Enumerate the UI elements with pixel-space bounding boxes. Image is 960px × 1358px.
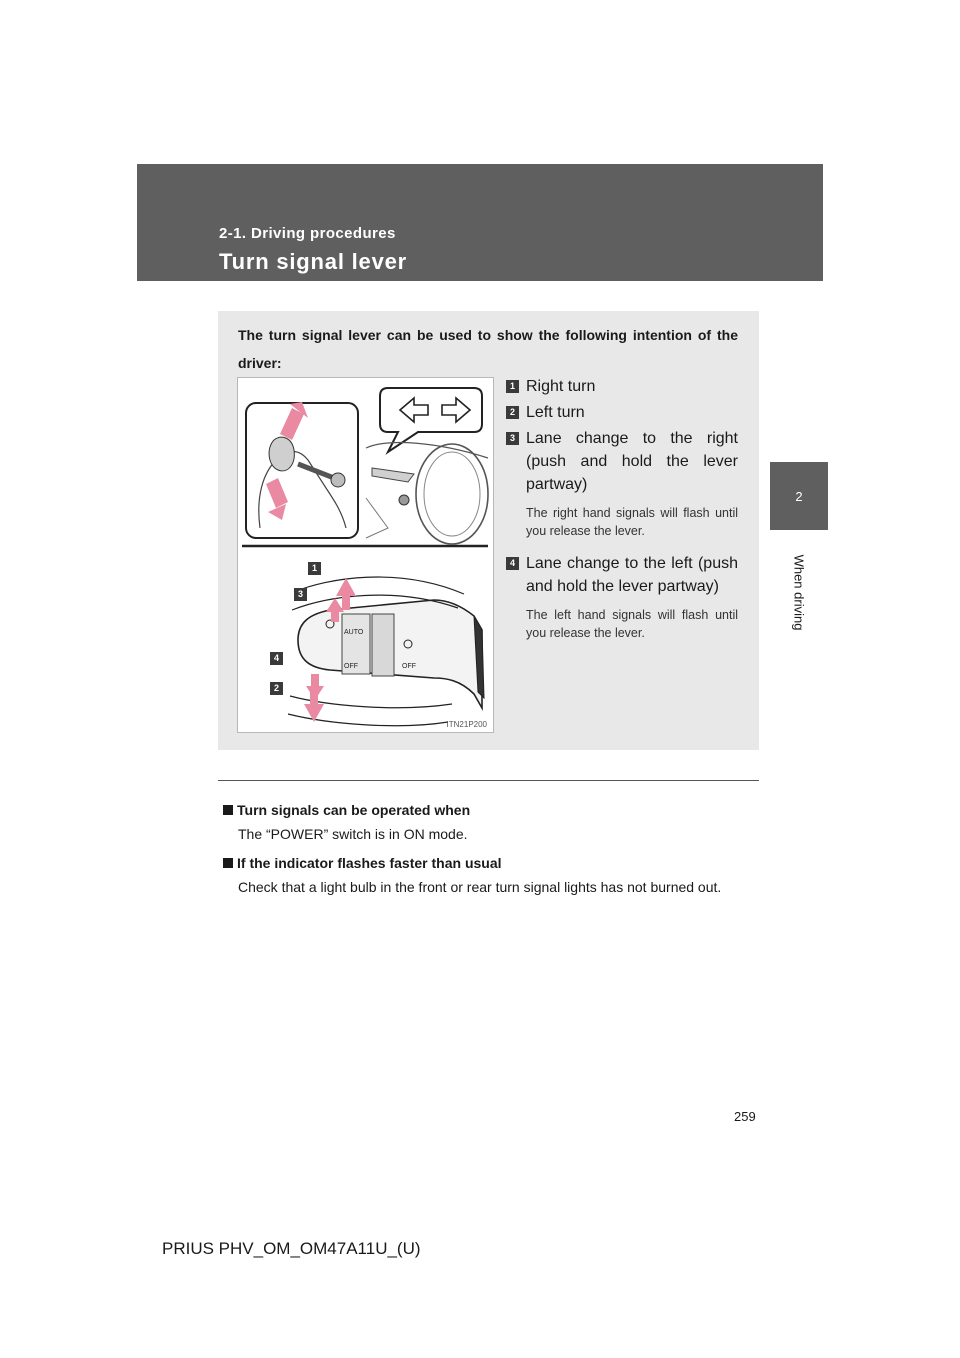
info-box: [218, 311, 759, 750]
callout-2: 2: [270, 682, 283, 695]
lever-base: [331, 473, 345, 487]
section-divider: [218, 780, 759, 781]
fog-off-label: OFF: [402, 663, 416, 670]
steering-wheel: [416, 444, 488, 544]
page-number: 259: [734, 1109, 756, 1124]
note-heading-text: If the indicator flashes faster than usual: [237, 855, 502, 871]
step-badge: 3: [506, 432, 519, 445]
callout-3: 3: [294, 588, 307, 601]
document-code: PRIUS PHV_OM_OM47A11U_(U): [162, 1239, 421, 1258]
callout-4: 4: [270, 652, 283, 665]
step-text: Lane change to the right (push and hold the lever partway): [526, 430, 738, 493]
step-item-1: [506, 375, 738, 398]
inset-frame: [246, 403, 358, 538]
dash-stalk: [372, 468, 414, 482]
chapter-label: When driving: [791, 554, 807, 630]
auto-switch-label: AUTO: [344, 629, 364, 636]
step-badge: 2: [506, 406, 519, 419]
step-note: The left hand signals will flash until you release the lever.: [526, 608, 738, 640]
step-note: The right hand signals will flash until you release the lever.: [526, 506, 738, 538]
section-label: 2-1. Driving procedures: [219, 225, 396, 242]
note-heading-text: Turn signals can be operated when: [237, 802, 471, 818]
note-body-2: Check that a light bulb in the front or rear turn signal lights has not burned out.: [238, 879, 722, 895]
turn-signal-illustration: [237, 377, 494, 733]
lever-drawing: [238, 378, 493, 732]
callout-1: 1: [308, 562, 321, 575]
off-switch-label: OFF: [344, 663, 358, 670]
step-badge: 1: [506, 380, 519, 393]
note-body-1: The “POWER” switch is in ON mode.: [238, 826, 468, 842]
chapter-tab: [770, 462, 828, 530]
notes-section: [223, 800, 756, 906]
step-item-3: [506, 427, 738, 540]
square-bullet-icon: [223, 858, 233, 868]
step-item-2: [506, 401, 738, 424]
step-item-4: [506, 552, 738, 642]
square-bullet-icon: [223, 805, 233, 815]
fog-ring: [372, 614, 394, 676]
intro-text: The turn signal lever can be used to show the following intention of the driver:: [238, 327, 738, 371]
note-heading-1: [223, 800, 756, 820]
arrow-left-turn: [304, 690, 324, 722]
note-heading-2: [223, 853, 756, 873]
step-badge: 4: [506, 557, 519, 570]
step-list: [506, 375, 738, 642]
chapter-number: 2: [795, 488, 803, 504]
step-text: Right turn: [526, 378, 596, 395]
header-band: [137, 164, 823, 281]
page-title: Turn signal lever: [219, 249, 408, 274]
figure-code: ITN21P200: [446, 720, 487, 729]
lever-knob: [269, 437, 294, 471]
chapter-label-container: [770, 537, 828, 647]
step-text: Left turn: [526, 404, 585, 421]
step-text: Lane change to the left (push and hold the lever partway): [526, 555, 738, 595]
